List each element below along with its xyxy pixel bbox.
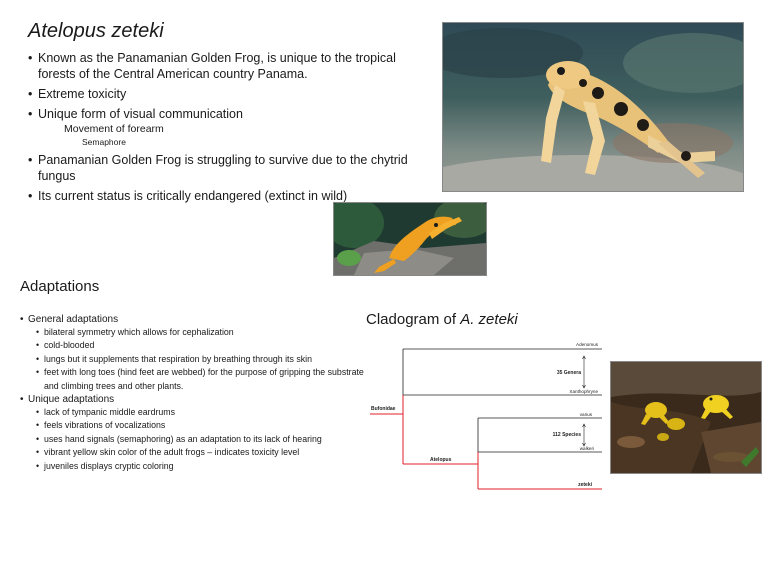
adaptations-list bbox=[20, 313, 370, 473]
adaptations-title: Adaptations bbox=[20, 278, 100, 295]
label-atelopus: Atelopus bbox=[430, 457, 452, 463]
fact-bullet: • Known as the Panamanian Golden Frog, is unique to the tropical forests of the Central American country Panama. bbox=[28, 50, 428, 82]
cladogram-title bbox=[366, 311, 518, 328]
label-species: 112 Species bbox=[552, 432, 581, 438]
cladogram-range-arrows bbox=[583, 356, 586, 446]
frog-walking-photo bbox=[442, 22, 744, 192]
cladogram-zeteki-path bbox=[370, 395, 602, 489]
label-walkeri: walkeri bbox=[579, 446, 594, 451]
adaptation-item: • uses hand signals (semaphoring) as an adaptation to its lack of hearing bbox=[20, 433, 370, 446]
fact-bullet: • Its current status is critically endangered (extinct in wild) bbox=[28, 188, 428, 204]
fact-bullet bbox=[28, 106, 428, 148]
slide-title: Atelopus zeteki bbox=[28, 20, 164, 42]
adaptation-item: • bilateral symmetry which allows for cephalization bbox=[20, 326, 370, 339]
adaptation-item: • lungs but it supplements that respiration by breathing through its skin bbox=[20, 353, 370, 366]
label-xanthophryne: Xanthophryne bbox=[569, 389, 598, 394]
frogs-in-leaf-litter-photo bbox=[610, 361, 762, 474]
fact-bullet: • Panamanian Golden Frog is struggling to survive due to the chytrid fungus bbox=[28, 152, 428, 184]
adaptation-item: • juveniles displays cryptic coloring bbox=[20, 460, 370, 473]
frog-on-rock-photo bbox=[333, 202, 487, 276]
adaptation-item: • feet with long toes (hind feet are webbed) for the purpose of gripping the substrate and climbing trees and other plants. bbox=[20, 366, 370, 393]
label-genera: 35 Genera bbox=[556, 370, 581, 376]
cladogram-diagram bbox=[365, 340, 605, 490]
sub-sub-bullet: Semaphore bbox=[82, 137, 126, 147]
label-zeteki: zeteki bbox=[578, 482, 592, 488]
adaptation-heading: • Unique adaptations bbox=[20, 393, 370, 406]
label-adenomus: Adenomus bbox=[576, 342, 598, 347]
adaptation-item: • feels vibrations of vocalizations bbox=[20, 419, 370, 432]
cladogram-title-species: A. zeteki bbox=[460, 311, 518, 328]
fact-bullet: • Extreme toxicity bbox=[28, 86, 428, 102]
cladogram-title-prefix: Cladogram of bbox=[366, 311, 461, 328]
adaptation-item: • cold-blooded bbox=[20, 339, 370, 352]
adaptation-heading: • General adaptations bbox=[20, 313, 370, 326]
adaptation-item: • lack of tympanic middle eardrums bbox=[20, 406, 370, 419]
adaptation-item: • vibrant yellow skin color of the adult frogs – indicates toxicity level bbox=[20, 446, 370, 459]
fact-text: • Unique form of visual communication bbox=[38, 107, 243, 121]
label-varius: varius bbox=[579, 412, 592, 417]
facts-list bbox=[28, 50, 428, 208]
sub-bullet: Movement of forearm bbox=[64, 123, 164, 135]
label-bufonidae: Bufonidae bbox=[371, 406, 396, 412]
